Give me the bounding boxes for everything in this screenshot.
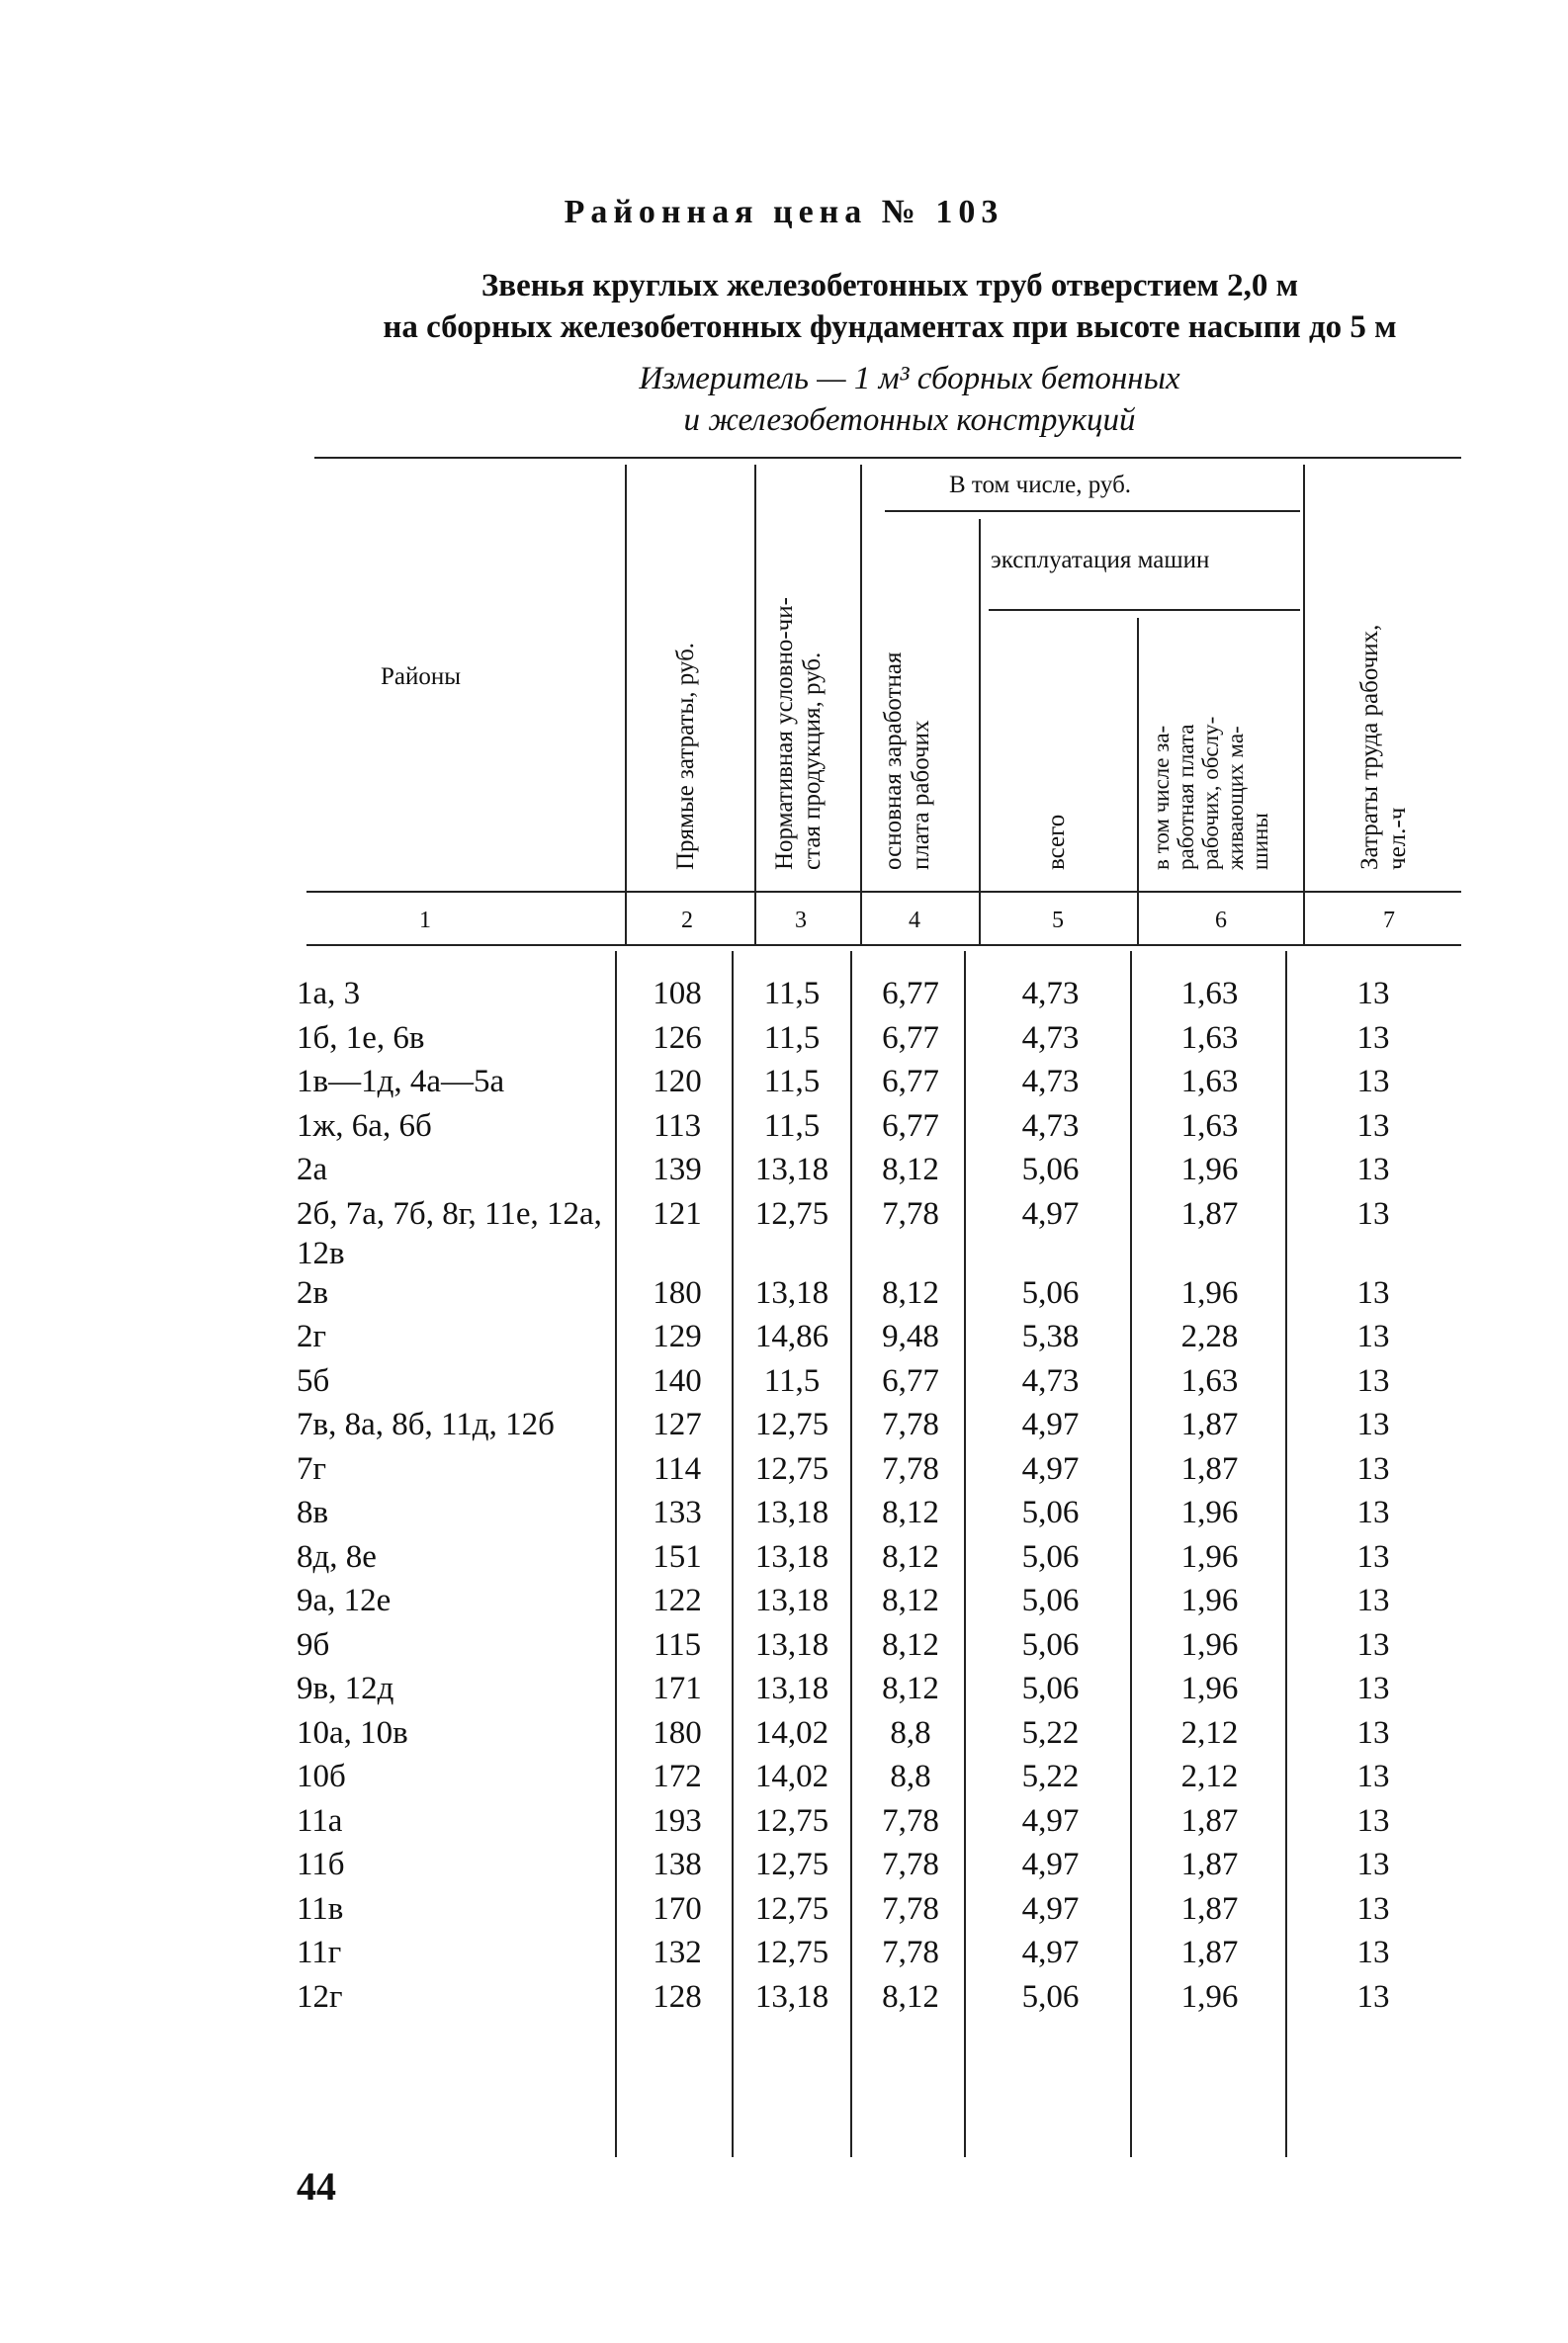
cell-direct-costs: 193 — [653, 1802, 702, 1839]
numbers-bottom-rule — [306, 944, 1461, 946]
cell-machine-operator-wages: 2,12 — [1180, 1759, 1239, 1794]
cell-direct-costs: 114 — [653, 1450, 702, 1487]
cell-base-wages: 8,12 — [882, 1274, 939, 1311]
cell-machines-total: 5,38 — [1021, 1319, 1080, 1354]
cell-base-wages: 7,78 — [882, 1450, 939, 1487]
header-divider-2 — [754, 465, 756, 944]
cell-machine-operator-wages: 1,96 — [1180, 1495, 1239, 1530]
cell-district: 11а — [297, 1802, 343, 1839]
cell-machines-total: 4,97 — [1021, 1935, 1080, 1970]
cell-district: 2в — [297, 1274, 329, 1311]
cell-district: 12г — [297, 1978, 343, 2015]
cell-base-wages: 6,77 — [882, 1362, 939, 1399]
cell-normative-product: 11,5 — [763, 1107, 821, 1144]
cell-machines-total: 4,73 — [1021, 976, 1080, 1011]
cell-machine-operator-wages: 1,63 — [1180, 1019, 1239, 1056]
header-machines-total: всего — [1043, 814, 1070, 870]
cell-normative-product: 12,75 — [754, 1847, 829, 1882]
header-base-wages: основная заработная плата рабочих — [880, 651, 934, 870]
cell-normative-product: 11,5 — [763, 1064, 821, 1099]
cell-machines-total: 5,06 — [1021, 1626, 1080, 1663]
cell-labor-costs: 13 — [1356, 1671, 1390, 1706]
cell-normative-product: 11,5 — [763, 1362, 821, 1399]
cell-machine-operator-wages: 1,96 — [1180, 1274, 1239, 1311]
cell-machines-total: 4,97 — [1021, 1802, 1080, 1839]
subtitle-line-1: Звенья круглых железобетонных труб отверстием 2,0 м — [480, 268, 1299, 304]
cell-labor-costs: 13 — [1356, 1935, 1390, 1970]
cell-direct-costs: 115 — [653, 1626, 702, 1663]
cell-labor-costs: 13 — [1356, 1107, 1390, 1144]
cell-normative-product: 13,18 — [754, 1978, 829, 2015]
cell-base-wages: 8,12 — [882, 1495, 939, 1530]
cell-labor-costs: 13 — [1356, 1495, 1390, 1530]
cell-normative-product: 13,18 — [754, 1538, 829, 1575]
cell-base-wages: 7,78 — [882, 1847, 939, 1882]
subtitle-line-2: на сборных железобетонных фундаментах при высоте насыпи до 5 м — [383, 309, 1397, 345]
cell-machines-total: 5,06 — [1021, 1583, 1080, 1618]
cell-base-wages: 8,12 — [882, 1538, 939, 1575]
cell-machines-total: 5,06 — [1021, 1152, 1080, 1187]
cell-direct-costs: 120 — [653, 1064, 702, 1099]
cell-machines-total: 5,06 — [1021, 1495, 1080, 1530]
cell-direct-costs: 140 — [653, 1362, 702, 1399]
cell-direct-costs: 108 — [653, 976, 702, 1011]
header-divider-5 — [1137, 618, 1139, 944]
cell-normative-product: 12,75 — [754, 1890, 829, 1927]
cell-normative-product: 13,18 — [754, 1671, 829, 1706]
cell-machine-operator-wages: 1,63 — [1180, 1362, 1239, 1399]
header-machine-operator-wages: в том числе за- работная плата рабочих, обслу- живающих ма- шины — [1149, 716, 1272, 870]
cell-district: 11в — [297, 1890, 344, 1927]
cell-machine-operator-wages: 1,96 — [1180, 1152, 1239, 1187]
cell-direct-costs: 171 — [653, 1671, 702, 1706]
cell-machines-total: 4,97 — [1021, 1450, 1080, 1487]
cell-district: 2а — [297, 1152, 328, 1187]
measure-line-2: и железобетонных конструкций — [683, 402, 1136, 438]
header-divider-3 — [860, 465, 862, 944]
column-number-7: 7 — [1383, 908, 1395, 933]
cell-labor-costs: 13 — [1356, 1019, 1390, 1056]
cell-machines-total: 5,06 — [1021, 1274, 1080, 1311]
cell-labor-costs: 13 — [1356, 1714, 1390, 1751]
cell-base-wages: 7,78 — [882, 1195, 939, 1232]
table-subtitle — [297, 265, 1483, 348]
header-direct-costs: Прямые затраты, руб. — [672, 642, 699, 870]
cell-direct-costs: 133 — [653, 1495, 702, 1530]
cell-direct-costs: 122 — [653, 1583, 702, 1618]
cell-normative-product: 13,18 — [754, 1495, 829, 1530]
cell-labor-costs: 13 — [1356, 1152, 1390, 1187]
cell-machine-operator-wages: 1,63 — [1180, 1064, 1239, 1099]
cell-base-wages: 7,78 — [882, 1935, 939, 1970]
cell-district: 1а, 3 — [297, 976, 361, 1011]
cell-district: 9а, 12е — [297, 1583, 392, 1618]
cell-labor-costs: 13 — [1356, 1195, 1390, 1232]
cell-district: 8д, 8е — [297, 1538, 377, 1575]
cell-labor-costs: 13 — [1356, 1802, 1390, 1839]
cell-labor-costs: 13 — [1356, 976, 1390, 1011]
cell-machine-operator-wages: 1,63 — [1180, 976, 1239, 1011]
cell-district: 1в—1д, 4а—5а — [297, 1064, 505, 1099]
cell-district: 10а, 10в — [297, 1714, 408, 1751]
cell-district: 1ж, 6а, 6б — [297, 1107, 432, 1144]
cell-district: 9б — [297, 1626, 330, 1663]
cell-direct-costs: 126 — [653, 1019, 702, 1056]
cell-machine-operator-wages: 2,12 — [1180, 1714, 1239, 1751]
cell-direct-costs: 180 — [653, 1714, 702, 1751]
cell-machines-total: 5,06 — [1021, 1978, 1080, 2015]
cell-machine-operator-wages: 2,28 — [1180, 1319, 1239, 1354]
cell-machines-total: 4,97 — [1021, 1890, 1080, 1927]
cell-machines-total: 4,73 — [1021, 1107, 1080, 1144]
cell-base-wages: 6,77 — [882, 976, 939, 1011]
cell-base-wages: 6,77 — [882, 1107, 939, 1144]
cell-direct-costs: 180 — [653, 1274, 702, 1311]
header-districts: Районы — [381, 663, 462, 690]
cell-direct-costs: 132 — [653, 1935, 702, 1970]
cell-labor-costs: 13 — [1356, 1626, 1390, 1663]
cell-machine-operator-wages: 1,96 — [1180, 1538, 1239, 1575]
cell-normative-product: 13,18 — [754, 1152, 829, 1187]
column-number-2: 2 — [681, 908, 693, 933]
column-number-3: 3 — [795, 908, 807, 933]
cell-machine-operator-wages: 1,96 — [1180, 1583, 1239, 1618]
cell-district: 2г — [297, 1319, 327, 1354]
cell-direct-costs: 172 — [653, 1759, 702, 1794]
cell-direct-costs: 113 — [653, 1107, 702, 1144]
header-top-rule — [314, 457, 1461, 459]
cell-machine-operator-wages: 1,96 — [1180, 1978, 1239, 2015]
cell-machine-operator-wages: 1,87 — [1180, 1802, 1239, 1839]
cell-machines-total: 4,97 — [1021, 1847, 1080, 1882]
cell-normative-product: 14,02 — [754, 1759, 829, 1794]
cell-direct-costs: 121 — [653, 1195, 702, 1232]
measure-line-1: Измеритель — 1 м³ сборных бетонных — [639, 361, 1180, 396]
cell-base-wages: 8,12 — [882, 1583, 939, 1618]
cell-machines-total: 4,97 — [1021, 1407, 1080, 1442]
header-divider-4 — [979, 519, 981, 944]
cell-machine-operator-wages: 1,87 — [1180, 1890, 1239, 1927]
cell-base-wages: 7,78 — [882, 1802, 939, 1839]
cell-machines-total: 4,73 — [1021, 1362, 1080, 1399]
column-number-6: 6 — [1215, 908, 1227, 933]
cell-machine-operator-wages: 1,87 — [1180, 1450, 1239, 1487]
cell-normative-product: 13,18 — [754, 1274, 829, 1311]
cell-district: 11г — [297, 1935, 342, 1970]
cell-normative-product: 12,75 — [754, 1407, 829, 1442]
cell-labor-costs: 13 — [1356, 1407, 1390, 1442]
cell-base-wages: 8,12 — [882, 1978, 939, 2015]
cell-machine-operator-wages: 1,96 — [1180, 1671, 1239, 1706]
page-number: 44 — [297, 2164, 336, 2209]
cell-base-wages: 9,48 — [882, 1319, 939, 1354]
cell-machines-total: 5,22 — [1021, 1759, 1080, 1794]
cell-machines-total: 5,22 — [1021, 1714, 1080, 1751]
cell-machine-operator-wages: 1,87 — [1180, 1195, 1239, 1232]
header-divider-1 — [625, 465, 627, 944]
cell-base-wages: 8,12 — [882, 1671, 939, 1706]
header-labor-costs: Затраты труда рабочих, чел.-ч — [1356, 624, 1411, 870]
column-number-1: 1 — [419, 908, 431, 933]
cell-direct-costs: 138 — [653, 1847, 702, 1882]
cell-district: 7в, 8а, 8б, 11д, 12б — [297, 1407, 555, 1442]
cell-direct-costs: 151 — [653, 1538, 702, 1575]
cell-machine-operator-wages: 1,87 — [1180, 1407, 1239, 1442]
header-bottom-rule — [306, 891, 1461, 893]
column-number-5: 5 — [1052, 908, 1064, 933]
cell-machines-total: 4,97 — [1021, 1195, 1080, 1232]
cell-normative-product: 12,75 — [754, 1195, 829, 1232]
cell-district: 11б — [297, 1847, 345, 1882]
cell-labor-costs: 13 — [1356, 1978, 1390, 2015]
cell-normative-product: 12,75 — [754, 1935, 829, 1970]
cell-district: 5б — [297, 1362, 330, 1399]
cell-district: 10б — [297, 1759, 346, 1794]
cell-normative-product: 14,02 — [754, 1714, 829, 1751]
cell-district: 7г — [297, 1450, 327, 1487]
cell-machine-operator-wages: 1,87 — [1180, 1847, 1239, 1882]
cell-base-wages: 7,78 — [882, 1407, 939, 1442]
cell-labor-costs: 13 — [1356, 1890, 1390, 1927]
cell-direct-costs: 129 — [653, 1319, 702, 1354]
header-divider-6 — [1303, 465, 1305, 944]
cell-machines-total: 5,06 — [1021, 1538, 1080, 1575]
cell-district: 9в, 12д — [297, 1671, 394, 1706]
cell-labor-costs: 13 — [1356, 1274, 1390, 1311]
measure-unit — [415, 358, 1404, 441]
cell-labor-costs: 13 — [1356, 1362, 1390, 1399]
cell-district: 8в — [297, 1495, 329, 1530]
cell-normative-product: 11,5 — [763, 976, 821, 1011]
cell-machine-operator-wages: 1,96 — [1180, 1626, 1239, 1663]
cell-labor-costs: 13 — [1356, 1538, 1390, 1575]
cell-labor-costs: 13 — [1356, 1064, 1390, 1099]
column-number-4: 4 — [909, 908, 920, 933]
cell-base-wages: 7,78 — [882, 1890, 939, 1927]
cell-normative-product: 12,75 — [754, 1450, 829, 1487]
cell-normative-product: 11,5 — [763, 1019, 821, 1056]
cell-labor-costs: 13 — [1356, 1583, 1390, 1618]
page-title: Районная цена № 103 — [564, 194, 1004, 230]
cell-base-wages: 8,12 — [882, 1152, 939, 1187]
header-machine-operation: эксплуатация машин — [991, 547, 1210, 573]
cell-machine-operator-wages: 1,63 — [1180, 1107, 1239, 1144]
cell-labor-costs: 13 — [1356, 1450, 1390, 1487]
cell-labor-costs: 13 — [1356, 1319, 1390, 1354]
group-rule — [885, 510, 1300, 512]
machines-rule — [989, 609, 1300, 611]
cell-base-wages: 6,77 — [882, 1064, 939, 1099]
cell-machines-total: 5,06 — [1021, 1671, 1080, 1706]
cell-normative-product: 13,18 — [754, 1626, 829, 1663]
cell-machines-total: 4,73 — [1021, 1019, 1080, 1056]
cell-district: 1б, 1е, 6в — [297, 1019, 425, 1056]
cell-base-wages: 8,8 — [890, 1714, 931, 1751]
cell-labor-costs: 13 — [1356, 1847, 1390, 1882]
header-normative-product: Нормативная условно-чи- стая продукция, руб. — [771, 597, 826, 870]
cell-base-wages: 8,8 — [890, 1759, 931, 1794]
cell-machine-operator-wages: 1,87 — [1180, 1935, 1239, 1970]
cell-direct-costs: 170 — [653, 1890, 702, 1927]
cell-normative-product: 13,18 — [754, 1583, 829, 1618]
cell-labor-costs: 13 — [1356, 1759, 1390, 1794]
cell-direct-costs: 128 — [653, 1978, 702, 2015]
cell-direct-costs: 127 — [653, 1407, 702, 1442]
cell-normative-product: 14,86 — [754, 1319, 829, 1354]
cell-base-wages: 6,77 — [882, 1019, 939, 1056]
header-incl-group: В том числе, руб. — [949, 472, 1132, 498]
cell-machines-total: 4,73 — [1021, 1064, 1080, 1099]
cell-normative-product: 12,75 — [754, 1802, 829, 1839]
cell-base-wages: 8,12 — [882, 1626, 939, 1663]
cell-direct-costs: 139 — [653, 1152, 702, 1187]
cell-district: 2б, 7а, 7б, 8г, 11е, 12а, 12в — [297, 1195, 602, 1271]
